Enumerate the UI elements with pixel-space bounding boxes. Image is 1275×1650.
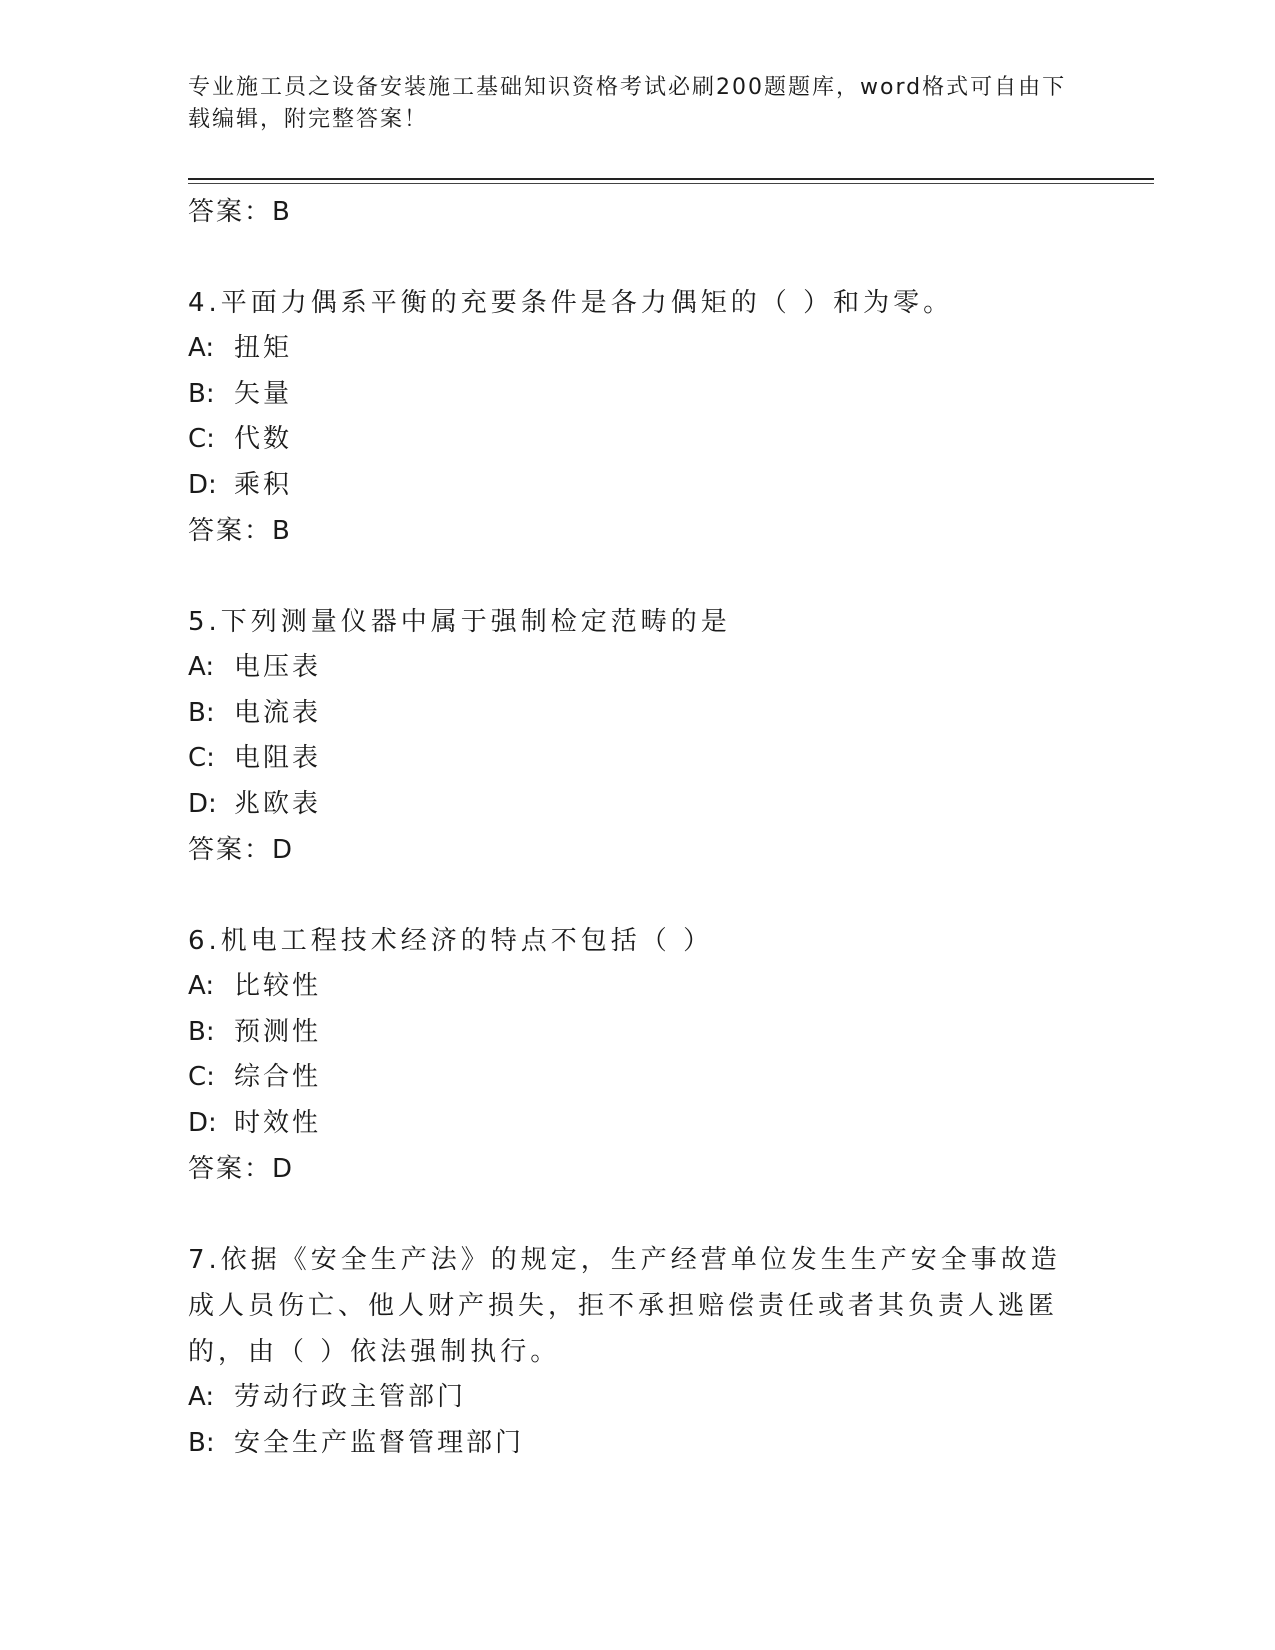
option-text: 综合性	[234, 1062, 322, 1092]
option-key: B:	[188, 1427, 215, 1458]
option-key: C:	[188, 743, 215, 773]
option-d	[188, 1101, 1068, 1147]
option-d	[188, 782, 1068, 828]
option-key: D:	[188, 469, 217, 500]
header-divider-thick	[188, 178, 1154, 180]
option-key: B:	[188, 1016, 215, 1047]
option-b	[188, 1010, 1068, 1056]
question-stem: 6.机电工程技术经济的特点不包括（ ）	[188, 926, 714, 956]
answer-label: 答案：D	[188, 1154, 295, 1184]
option-a	[188, 326, 1068, 372]
option-key: A:	[188, 1382, 215, 1412]
question-stem: 5.下列测量仪器中属于强制检定范畴的是	[188, 607, 731, 637]
document-header: 专业施工员之设备安装施工基础知识资格考试必刷200题题库，word格式可自由下载编辑，附完整答案！	[188, 75, 1067, 132]
option-text: 劳动行政主管部门	[234, 1382, 467, 1412]
question-stem: 7.依据《安全生产法》的规定，生产经营单位发生生产安全事故造成人员伤亡、他人财产损失，拒不承担赔偿责任或者其负责人逃匿的，由（ ）依法强制执行。	[188, 1245, 1061, 1367]
answer-label: 答案：B	[188, 197, 292, 227]
option-key: C:	[188, 1062, 215, 1092]
question-item	[188, 918, 1068, 1192]
option-key: B:	[188, 697, 215, 728]
header-divider-thin	[188, 183, 1154, 184]
option-text: 电压表	[234, 652, 322, 682]
option-key: A:	[188, 333, 215, 363]
answer-label: 答案：D	[188, 835, 295, 865]
option-text: 兆欧表	[234, 788, 322, 819]
option-c	[188, 417, 1068, 463]
option-text: 乘积	[234, 469, 293, 500]
question-list	[188, 189, 1068, 1466]
option-b	[188, 691, 1068, 737]
option-d	[188, 463, 1068, 509]
option-text: 安全生产监督管理部门	[234, 1427, 525, 1458]
question-item	[188, 1237, 1068, 1466]
option-key: B:	[188, 378, 215, 409]
option-a	[188, 645, 1068, 691]
answer-label: 答案：B	[188, 516, 292, 546]
option-text: 代数	[234, 424, 293, 454]
option-a	[188, 1375, 1068, 1421]
option-text: 预测性	[234, 1016, 322, 1047]
option-a	[188, 964, 1068, 1010]
option-text: 比较性	[234, 971, 322, 1001]
question-stem: 4.平面力偶系平衡的充要条件是各力偶矩的（ ）和为零。	[188, 288, 954, 318]
option-key: D:	[188, 1107, 217, 1138]
option-b	[188, 1421, 1068, 1467]
option-c	[188, 1055, 1068, 1101]
option-text: 扭矩	[234, 333, 293, 363]
option-text: 电流表	[234, 697, 322, 728]
option-key: C:	[188, 424, 215, 454]
option-key: D:	[188, 788, 217, 819]
option-b	[188, 372, 1068, 418]
option-c	[188, 736, 1068, 782]
question-item	[188, 280, 1068, 554]
option-text: 电阻表	[234, 743, 322, 773]
option-key: A:	[188, 652, 215, 682]
option-text: 时效性	[234, 1107, 322, 1138]
question-item	[188, 599, 1068, 873]
option-text: 矢量	[234, 378, 293, 409]
option-key: A:	[188, 971, 215, 1001]
